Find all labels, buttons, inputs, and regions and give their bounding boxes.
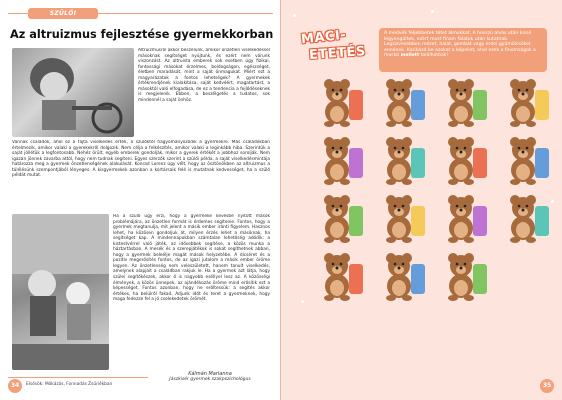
bear-icon [497, 72, 555, 128]
instructions-emphasis: mellett [400, 53, 420, 59]
instructions-box [379, 28, 547, 72]
bear-icon [373, 188, 431, 244]
child-photo-graphic [12, 48, 134, 137]
instructions-text: A medvék feljebbetek tétet álmukkat. A hosszú alvás után kissé legyengültek, ezért most finom falatok után kutatnak. Legszívesebben mézet, halat, gombát vagy erdei gyümölcsöket ennének. Karikázd be azokat a képeket, ahol ezek a finomságok a mackó [384, 31, 536, 59]
bear-picture-15[interactable] [435, 246, 493, 302]
child-on-bike-photo [12, 48, 134, 137]
bear-picture-12[interactable] [497, 188, 555, 244]
bear-icon [497, 188, 555, 244]
section-header [28, 8, 98, 28]
bear-icon [497, 130, 555, 186]
bear-picture-11[interactable] [435, 188, 493, 244]
children-playing-photo [12, 214, 109, 370]
bear-icon [311, 72, 369, 128]
bear-picture-5[interactable] [311, 130, 369, 186]
bear-picture-6[interactable] [373, 130, 431, 186]
bear-picture-10[interactable] [373, 188, 431, 244]
author-role: Jászkisér gyermek szakpszichológus [169, 377, 251, 382]
footer-divider [8, 377, 148, 378]
bear-icon [435, 72, 493, 128]
children-photo-graphic [12, 214, 109, 370]
bear-icon [311, 130, 369, 186]
bear-icon [373, 246, 431, 302]
article-intro-text: Altruizmusról akkor beszélünk, amikor önzetlen viselkedéssel másoknak segítséget nyújtunk, és ezért nem várunk viszonzást. Az altruista emberek sok esetben úgy fizikai, fontossági másokat érzelmes, boldogságon, egészséget, életben maradását, mint a saját önmagukat. Miért ezt a magyarázatok a fontos lehetségek? A gyermekek értékrendjének kialakítása, saját kedvéért, magatartást, a másoktól való elfogadása, de ez a tendencia a fejlődéseknek is megjelenik. Ebben, a beszélgetés a tudatos, sok mindennél a saját önhöz. [138, 48, 270, 103]
game-title-line-2: ETETÉS [308, 44, 367, 63]
author-signature [150, 371, 270, 383]
sparkle-dot [301, 300, 304, 303]
bear-icon [373, 72, 431, 128]
bear-icon [435, 188, 493, 244]
bear-icon [435, 246, 493, 302]
bear-picture-1[interactable] [311, 72, 369, 128]
bear-picture-9[interactable] [311, 188, 369, 244]
article-continued-text: Ha a szülő úgy érzi, hogy a gyermeke kevésbé nyitott mások problémájára, az önzetlen formát is érdemes segítenie. Fontos, hogy a gyermek megtanulja, mit jelent a másik ember iránti figyelem. Hasznos lehet, ha közösen gondoljuk át, milyen érzés lehet a másiknak, ha segítséget kap. A mindennapokban számtalan lehetőség adódik: a kistestvérrel való játék, az idősebbek segítése, a közös munka a háztartásban. A mesék és a szerepjátékok is sokat segíthetnek abban, hogy a gyermek beleélje magát mások helyzetébe. A dicséret és a pozitív megerősítés fontos, de az igazi jutalom a másik ember öröme legyen. Az önzetlenség nem veleszületett, hanem tanult viselkedés, amelynek alapjait a családban rakjuk le. Ha a gyermek azt látja, hogy szülei segítőkészek, akkor ő is nagyobb eséllyel lesz az. A közösségi élmények, a közös ünnepek, az ajándékozás öröme mind erősítik ezt a képességet. Fontos azonban, hogy ne erőltessük: a segítés akkor értékes, ha belülről fakad. Adjunk időt és teret a gyermeknek, hogy maga fedezze fel a jó cselekedetek örömét. [113, 214, 270, 303]
instructions-end: találhatóak! [420, 53, 449, 59]
bear-icon [435, 130, 493, 186]
bear-picture-7[interactable] [435, 130, 493, 186]
section-header-label: SZÜLŐI ÉRTEKEZLET [40, 10, 86, 28]
article-title: Az altruizmus fejlesztése gyermekkorban [10, 28, 274, 41]
bear-picture-4[interactable] [497, 72, 555, 128]
footer-text: Elsősök: Mókázás, Fonnadás Zsűriékban [26, 382, 113, 387]
instructions-paragraph [384, 31, 542, 59]
bear-icon [311, 246, 369, 302]
game-title [291, 28, 371, 68]
article-body-text: Vannak családok, ahol ez a fajta viselkedés érték, a szülőktől hagyományozódik a gyermekre. Más családokban értelmezik, amikor valaki a gyerekekről dolgozik. Nem célja a felkészítés, amikor valaki a leginkább hiba. Szerintük a saját jóllétük a legfontosabb. Nehéz örült, egyéb emberek gondolják, mikor a gyerek értékét a jobbhoz sorolják. Nem igazán jönnek zavarba attól, hogy nem tudnak segíteni. Egyes szerzők szerint a szülői példa, a saját viselkedésmintája határozza meg a gyermek önzetlenségének alakulását. Konrad Lorenz úgy vélt, hogy az ösztönökben az altruizmus a túlélésünk szempontjából lényeges. A kisgyermekek azonban a kortársaik felé is mutatnak kedvességet, ha a szülő példát mutat. [12, 140, 270, 179]
right-page [281, 0, 562, 400]
author-name: Kálmán Marianna [188, 371, 232, 377]
bear-picture-2[interactable] [373, 72, 431, 128]
bear-picture-14[interactable] [373, 246, 431, 302]
bear-icon [373, 130, 431, 186]
bear-icon [311, 188, 369, 244]
sparkle-dot [431, 10, 434, 13]
sparkle-dot [293, 14, 296, 17]
page-number-left: 34 [8, 379, 22, 393]
game-title-line-1: MACI- [300, 27, 347, 48]
bear-picture-13[interactable] [311, 246, 369, 302]
bear-picture-8[interactable] [497, 130, 555, 186]
bear-picture-3[interactable] [435, 72, 493, 128]
page-number-right: 35 [540, 379, 554, 393]
